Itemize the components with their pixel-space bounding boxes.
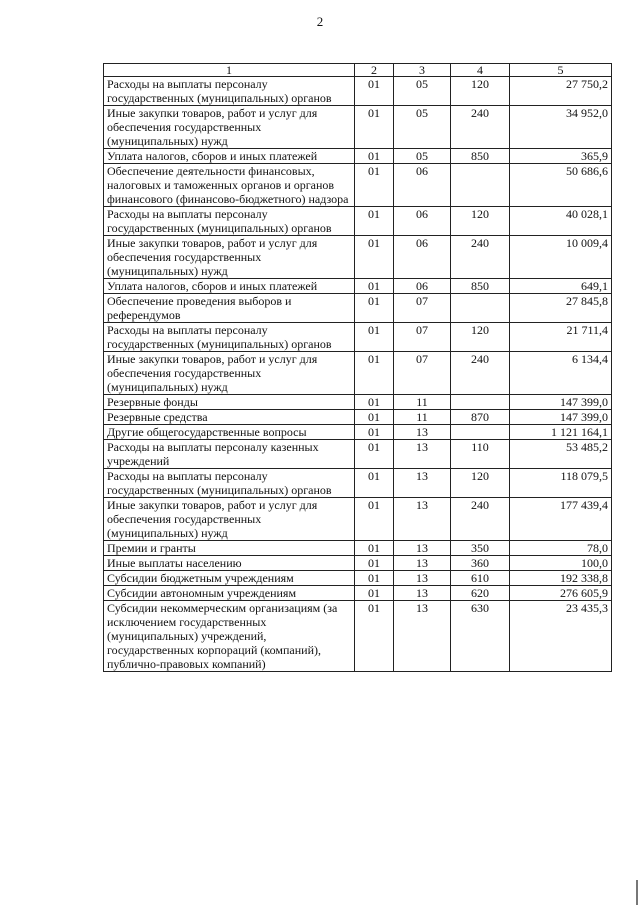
row-subsection-code: 06: [394, 236, 451, 279]
row-expense-type-code: 240: [451, 236, 510, 279]
table-row: [104, 571, 612, 586]
row-section-code: 01: [355, 207, 394, 236]
row-amount: 192 338,8: [510, 571, 612, 586]
row-expense-type-code: 240: [451, 106, 510, 149]
row-expense-type-code: 350: [451, 541, 510, 556]
header-col-3: 3: [394, 64, 451, 77]
row-name: Субсидии некоммерческим организациям (за исключением государственных (муниципальных) учреждений, государственных корпораций (компаний), публично-правовых компаний): [104, 601, 355, 672]
row-name: Обеспечение проведения выборов и референдумов: [104, 294, 355, 323]
table-row: [104, 352, 612, 395]
row-subsection-code: 13: [394, 601, 451, 672]
row-name: Расходы на выплаты персоналу государственных (муниципальных) органов: [104, 323, 355, 352]
table-row: [104, 106, 612, 149]
table-row: [104, 323, 612, 352]
row-expense-type-code: [451, 294, 510, 323]
table-row: [104, 395, 612, 410]
row-amount: 27 750,2: [510, 77, 612, 106]
row-section-code: 01: [355, 571, 394, 586]
row-expense-type-code: 620: [451, 586, 510, 601]
row-expense-type-code: 630: [451, 601, 510, 672]
row-subsection-code: 13: [394, 556, 451, 571]
row-subsection-code: 06: [394, 207, 451, 236]
row-amount: 100,0: [510, 556, 612, 571]
row-section-code: 01: [355, 425, 394, 440]
header-col-2: 2: [355, 64, 394, 77]
row-subsection-code: 07: [394, 294, 451, 323]
row-amount: 147 399,0: [510, 410, 612, 425]
header-col-5: 5: [510, 64, 612, 77]
row-name: Иные закупки товаров, работ и услуг для обеспечения государственных (муниципальных) нужд: [104, 106, 355, 149]
table-row: [104, 541, 612, 556]
row-section-code: 01: [355, 164, 394, 207]
row-section-code: 01: [355, 541, 394, 556]
row-amount: 276 605,9: [510, 586, 612, 601]
row-subsection-code: 06: [394, 164, 451, 207]
row-subsection-code: 05: [394, 77, 451, 106]
row-amount: 1 121 164,1: [510, 425, 612, 440]
row-amount: 34 952,0: [510, 106, 612, 149]
row-name: Резервные фонды: [104, 395, 355, 410]
row-amount: 10 009,4: [510, 236, 612, 279]
row-expense-type-code: [451, 164, 510, 207]
row-subsection-code: 11: [394, 395, 451, 410]
table-row: [104, 279, 612, 294]
row-subsection-code: 13: [394, 498, 451, 541]
budget-table: [103, 63, 612, 672]
row-section-code: 01: [355, 77, 394, 106]
row-name: Иные закупки товаров, работ и услуг для обеспечения государственных (муниципальных) нужд: [104, 236, 355, 279]
row-expense-type-code: 850: [451, 149, 510, 164]
row-subsection-code: 13: [394, 571, 451, 586]
table-row: [104, 149, 612, 164]
row-section-code: 01: [355, 498, 394, 541]
row-subsection-code: 13: [394, 425, 451, 440]
row-expense-type-code: [451, 425, 510, 440]
row-section-code: 01: [355, 106, 394, 149]
row-name: Расходы на выплаты персоналу казенных учреждений: [104, 440, 355, 469]
row-name: Другие общегосударственные вопросы: [104, 425, 355, 440]
row-amount: 147 399,0: [510, 395, 612, 410]
row-amount: 53 485,2: [510, 440, 612, 469]
row-amount: 78,0: [510, 541, 612, 556]
header-col-1: 1: [104, 64, 355, 77]
table-row: [104, 77, 612, 106]
row-section-code: 01: [355, 556, 394, 571]
row-section-code: 01: [355, 410, 394, 425]
row-name: Иные выплаты населению: [104, 556, 355, 571]
row-subsection-code: 13: [394, 586, 451, 601]
scan-edge-mark: [636, 880, 638, 905]
header-col-4: 4: [451, 64, 510, 77]
table-row: [104, 556, 612, 571]
row-amount: 23 435,3: [510, 601, 612, 672]
row-name: Иные закупки товаров, работ и услуг для обеспечения государственных (муниципальных) нужд: [104, 498, 355, 541]
table-row: [104, 294, 612, 323]
row-amount: 649,1: [510, 279, 612, 294]
row-section-code: 01: [355, 469, 394, 498]
row-amount: 21 711,4: [510, 323, 612, 352]
row-section-code: 01: [355, 440, 394, 469]
row-expense-type-code: 240: [451, 498, 510, 541]
row-section-code: 01: [355, 323, 394, 352]
row-name: Обеспечение деятельности финансовых, налоговых и таможенных органов и органов финансового (финансово-бюджетного) надзора: [104, 164, 355, 207]
table-row: [104, 410, 612, 425]
table-row: [104, 236, 612, 279]
row-section-code: 01: [355, 586, 394, 601]
row-name: Субсидии автономным учреждениям: [104, 586, 355, 601]
row-expense-type-code: 240: [451, 352, 510, 395]
row-name: Резервные средства: [104, 410, 355, 425]
table-row: [104, 498, 612, 541]
row-subsection-code: 05: [394, 149, 451, 164]
row-expense-type-code: 610: [451, 571, 510, 586]
row-name: Уплата налогов, сборов и иных платежей: [104, 149, 355, 164]
row-amount: 40 028,1: [510, 207, 612, 236]
row-amount: 118 079,5: [510, 469, 612, 498]
row-expense-type-code: 360: [451, 556, 510, 571]
row-name: Уплата налогов, сборов и иных платежей: [104, 279, 355, 294]
row-section-code: 01: [355, 601, 394, 672]
table-row: [104, 440, 612, 469]
row-subsection-code: 11: [394, 410, 451, 425]
row-expense-type-code: 850: [451, 279, 510, 294]
row-expense-type-code: 110: [451, 440, 510, 469]
row-name: Иные закупки товаров, работ и услуг для обеспечения государственных (муниципальных) нужд: [104, 352, 355, 395]
row-subsection-code: 06: [394, 279, 451, 294]
row-subsection-code: 13: [394, 541, 451, 556]
table-row: [104, 469, 612, 498]
row-section-code: 01: [355, 149, 394, 164]
row-subsection-code: 05: [394, 106, 451, 149]
row-expense-type-code: 870: [451, 410, 510, 425]
row-name: Расходы на выплаты персоналу государственных (муниципальных) органов: [104, 469, 355, 498]
table-row: [104, 601, 612, 672]
row-name: Премии и гранты: [104, 541, 355, 556]
row-name: Субсидии бюджетным учреждениям: [104, 571, 355, 586]
row-subsection-code: 13: [394, 469, 451, 498]
row-subsection-code: 07: [394, 323, 451, 352]
row-amount: 27 845,8: [510, 294, 612, 323]
row-subsection-code: 07: [394, 352, 451, 395]
header-row: [104, 64, 612, 77]
row-expense-type-code: 120: [451, 77, 510, 106]
row-section-code: 01: [355, 294, 394, 323]
row-amount: 177 439,4: [510, 498, 612, 541]
row-section-code: 01: [355, 236, 394, 279]
table-row: [104, 207, 612, 236]
table-row: [104, 425, 612, 440]
row-subsection-code: 13: [394, 440, 451, 469]
row-section-code: 01: [355, 352, 394, 395]
row-name: Расходы на выплаты персоналу государственных (муниципальных) органов: [104, 77, 355, 106]
row-amount: 6 134,4: [510, 352, 612, 395]
row-amount: 365,9: [510, 149, 612, 164]
page-number: 2: [316, 14, 324, 29]
row-expense-type-code: [451, 395, 510, 410]
row-section-code: 01: [355, 395, 394, 410]
row-amount: 50 686,6: [510, 164, 612, 207]
row-section-code: 01: [355, 279, 394, 294]
row-name: Расходы на выплаты персоналу государственных (муниципальных) органов: [104, 207, 355, 236]
table-row: [104, 586, 612, 601]
row-expense-type-code: 120: [451, 207, 510, 236]
row-expense-type-code: 120: [451, 323, 510, 352]
row-expense-type-code: 120: [451, 469, 510, 498]
table-row: [104, 164, 612, 207]
